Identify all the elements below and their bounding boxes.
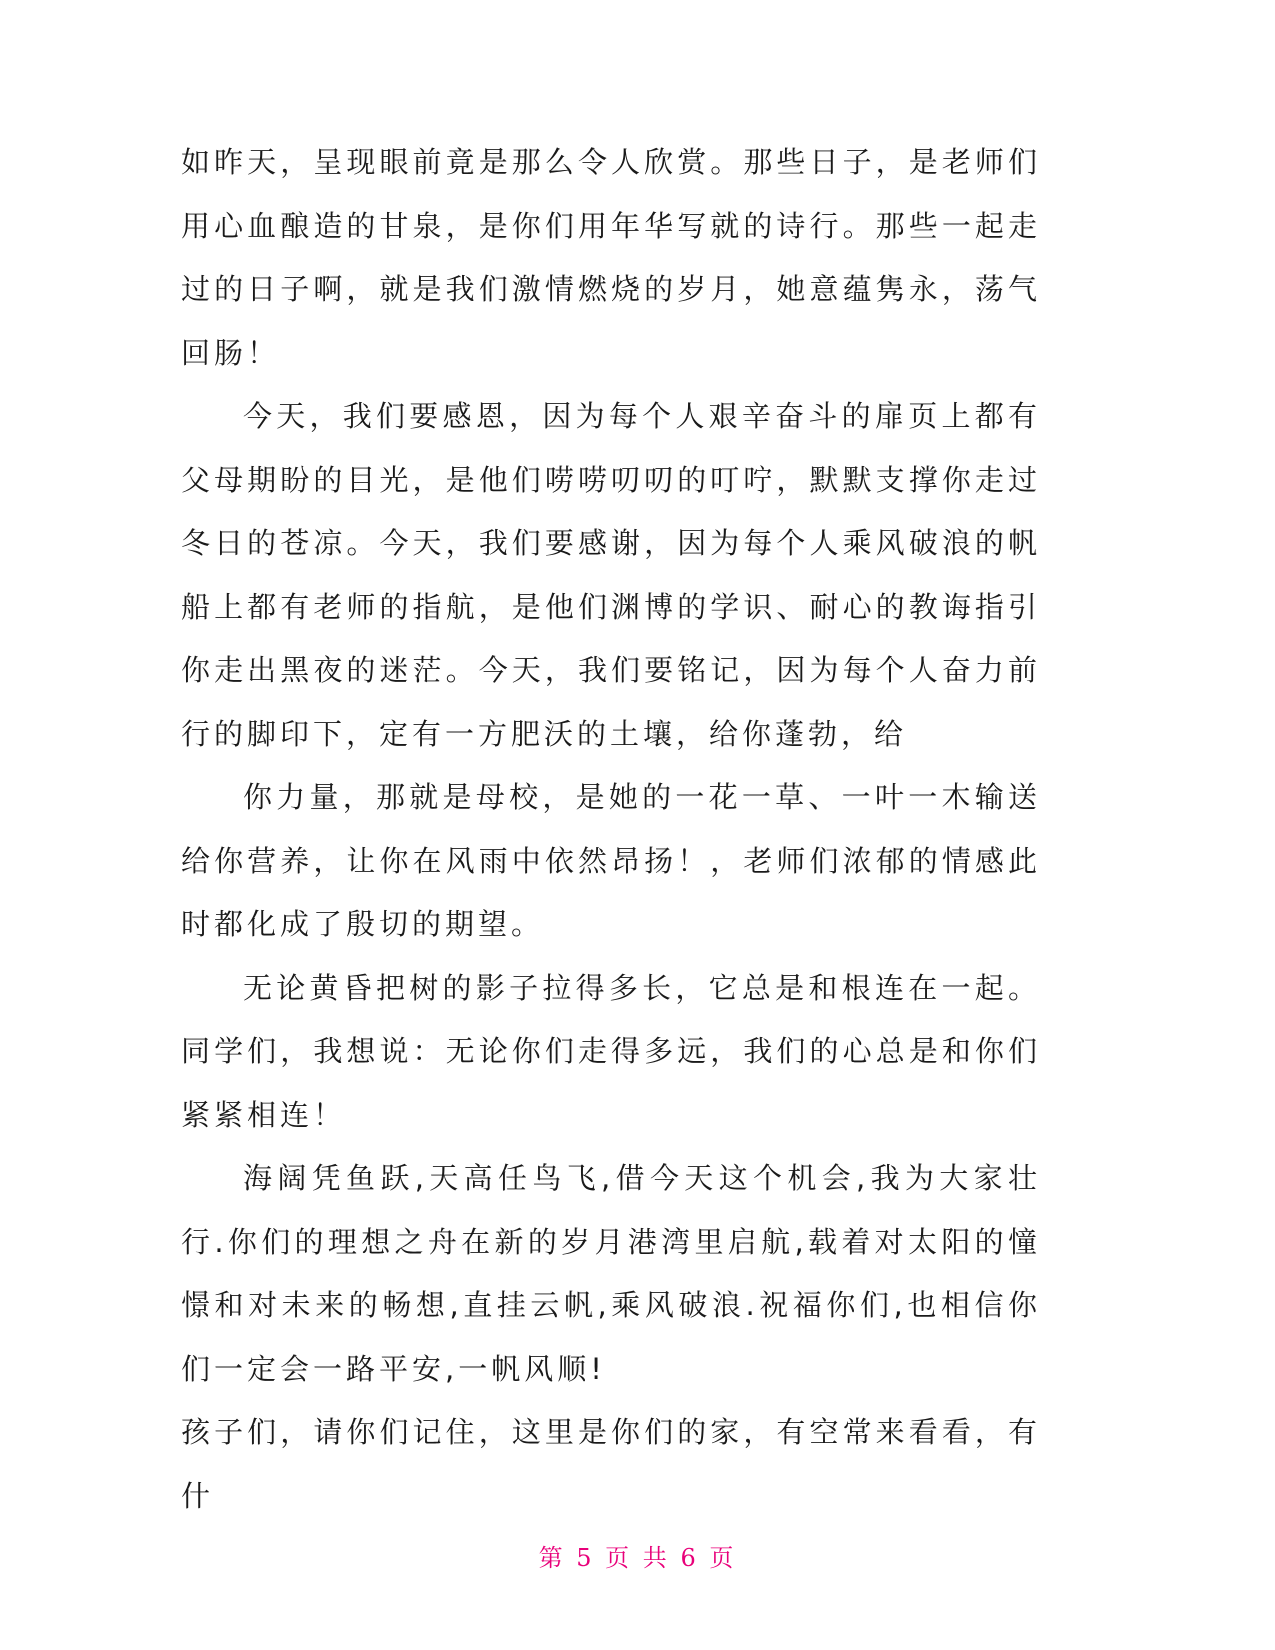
paragraph-2: 今天，我们要感恩，因为每个人艰辛奋斗的扉页上都有父母期盼的目光，是他们唠唠叨叨的叮咛，默默支撑你走过冬日的苍凉。今天，我们要感谢，因为每个人乘风破浪的帆船上都有老师的指航，是他们渊博的学识、耐心的教诲指引你走出黑夜的迷茫。今天，我们要铭记，因为每个人奋力前行的脚印下，定有一方肥沃的土壤，给你蓬勃，给 — [181, 399, 1041, 751]
paragraph-3: 你力量，那就是母校，是她的一花一草、一叶一木输送给你营养，让你在风雨中依然昂扬！，老师们浓郁的情感此时都化成了殷切的期望。 — [181, 780, 1041, 941]
paragraph-1: 如昨天，呈现眼前竟是那么令人欣赏。那些日子，是老师们用心血酿造的甘泉，是你们用年华写就的诗行。那些一起走过的日子啊，就是我们激情燃烧的岁月，她意蕴隽永，荡气回肠！ — [181, 145, 1041, 370]
document-body — [181, 131, 1041, 1528]
page-number-footer: 第 5 页 共 6 页 — [538, 1544, 737, 1572]
paragraph-6: 孩子们，请你们记住，这里是你们的家，有空常来看看，有什 — [181, 1415, 1041, 1513]
paragraph-4: 无论黄昏把树的影子拉得多长，它总是和根连在一起。同学们，我想说：无论你们走得多远，我们的心总是和你们紧紧相连！ — [181, 970, 1041, 1132]
paragraph-5: 海阔凭鱼跃,天高任鸟飞,借今天这个机会,我为大家壮行.你们的理想之舟在新的岁月港湾里启航,载着对太阳的憧憬和对未来的畅想,直挂云帆,乘风破浪.祝福你们,也相信你们一定会一路平安,一帆风顺! — [181, 1161, 1041, 1386]
